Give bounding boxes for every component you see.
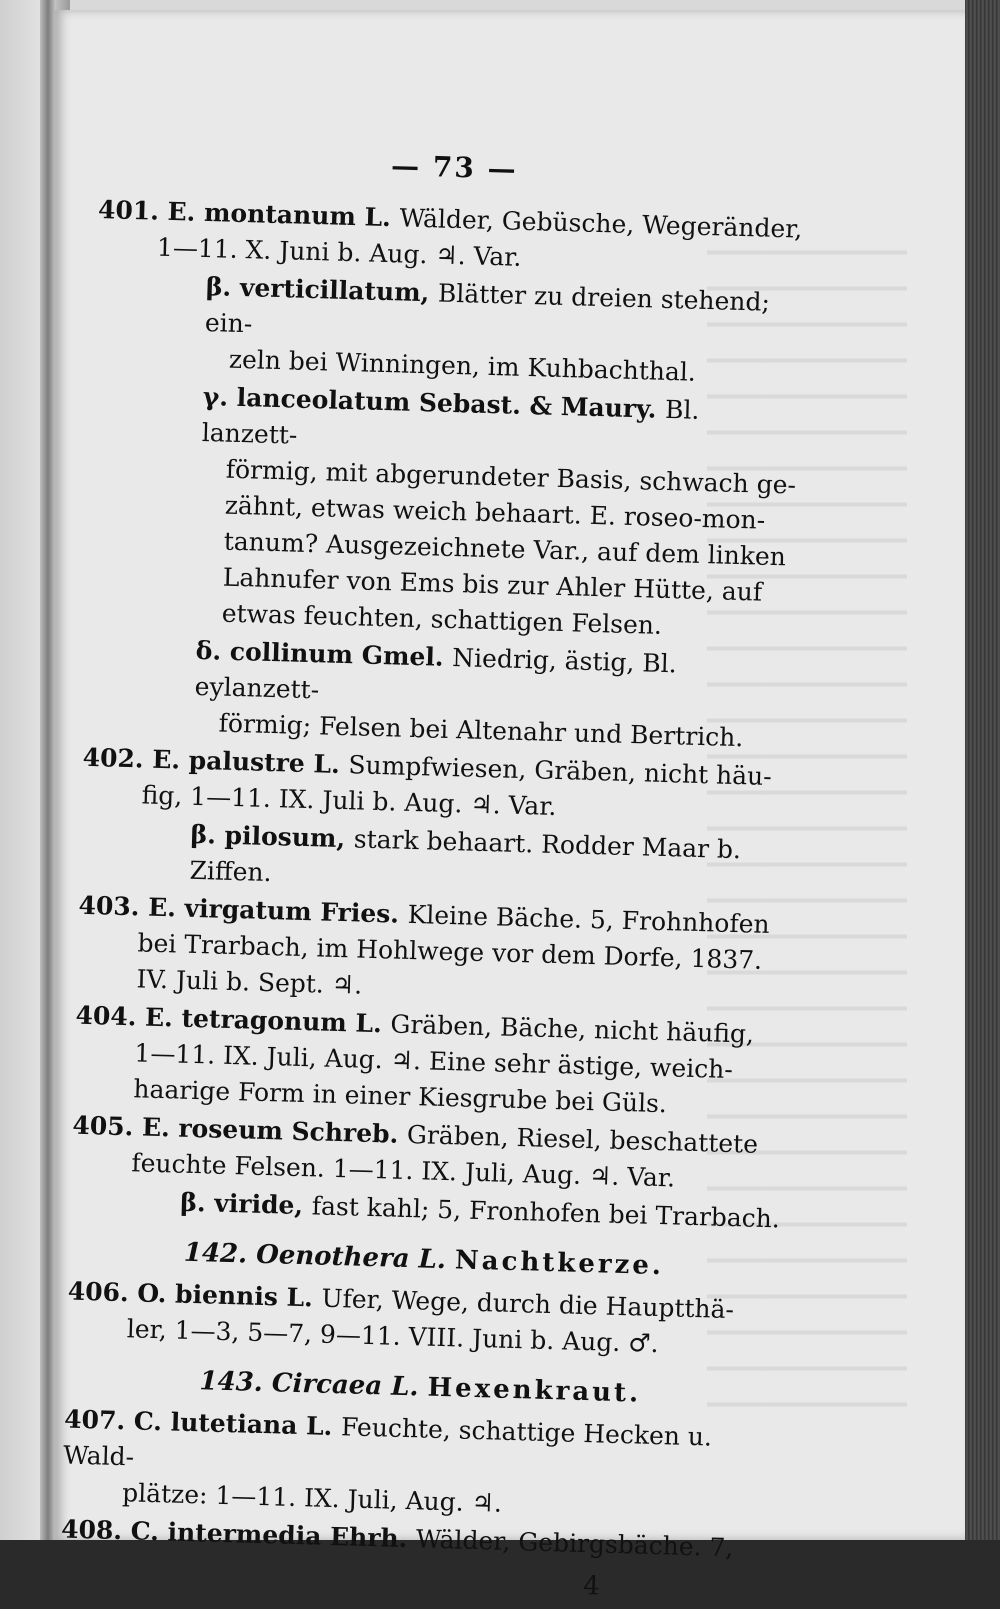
entry-text: haarige Form in einer Kiesgrube bei Güls. — [133, 1074, 668, 1119]
entry-text: förmig; Felsen bei Altenahr und Bertrich. — [218, 708, 744, 753]
species-entry — [73, 998, 786, 1126]
page-text — [60, 140, 810, 1609]
entry-text: fast kahl; 5, Fronhofen bei Trarbach. — [311, 1191, 781, 1234]
taxon-name: C. intermedia Ehrh. — [130, 1516, 417, 1554]
species-entry — [62, 1402, 775, 1530]
entry-text: zähnt, etwas weich behaart. E. roseo-mon- — [224, 490, 766, 535]
entries-list — [61, 192, 809, 1567]
variety-entry — [93, 266, 806, 394]
taxon-name: E. roseum Schreb. — [141, 1112, 408, 1149]
taxon-name: C. lutetiana L. — [133, 1406, 342, 1442]
entry-text: Gräben, Bäche, nicht häufig, — [390, 1009, 755, 1049]
entry-text: feuchte Felsen. 1—11. IX. Juli, Aug. ♃. Var. — [131, 1148, 676, 1193]
entry-text: tanum? Ausgezeichnete Var., auf dem linken — [223, 526, 787, 572]
entry-text: ler, 1—3, 5—7, 9—11. VIII. Juni b. Aug. ♂. — [126, 1314, 659, 1359]
entry-number: 408. — [60, 1514, 132, 1546]
species-entry — [66, 1274, 778, 1366]
entry-text: etwas feuchten, schattigen Felsen. — [221, 598, 663, 640]
entry-number: 403. — [78, 890, 149, 922]
entry-number: 406. — [67, 1276, 138, 1308]
taxon-name: E. palustre L. — [151, 744, 349, 780]
entry-text: Kleine Bäche. 5, Frohnhofen — [407, 899, 770, 939]
genus-name: Circaea L. — [271, 1368, 429, 1403]
variety-entry — [83, 630, 796, 758]
entry-text: 1—11. X. Juni b. Aug. ♃. Var. — [156, 232, 522, 272]
taxon-name: E. tetragonum L. — [144, 1002, 391, 1039]
entry-number: 405. — [72, 1110, 143, 1142]
entry-text: 1—11. IX. Juli, Aug. ♃. Eine sehr ästige, weich- — [134, 1038, 734, 1085]
entry-text: Ufer, Wege, durch die Hauptthä- — [321, 1283, 735, 1325]
signature-mark: 4 — [582, 1571, 601, 1602]
entry-text: fig, 1—11. IX. Juli b. Aug. ♃. Var. — [141, 780, 557, 821]
taxon-name: lanceolatum Sebast. & Maury. — [236, 382, 666, 424]
page-number: — 73 — — [390, 149, 519, 186]
book-gutter — [40, 0, 56, 1540]
genus-number: 143. — [199, 1366, 273, 1399]
entry-text: förmig, mit abgerundeter Basis, schwach ge- — [225, 454, 797, 500]
entry-number: β. — [190, 819, 226, 850]
taxon-name: verticillatum, — [239, 272, 439, 308]
entry-text: Bl. lanzett- — [201, 394, 700, 450]
entry-text: Sumpfwiesen, Gräben, nicht häu- — [348, 750, 773, 791]
taxon-name: O. biennis L. — [137, 1278, 322, 1313]
entry-number: γ. — [202, 381, 238, 412]
entry-number: 401. — [97, 194, 169, 226]
genus-common-name: Nachtkerze. — [454, 1245, 665, 1282]
genus-common-name: Hexenkraut. — [427, 1372, 642, 1409]
entry-text: zeln bei Winningen, im Kuhbachthal. — [228, 344, 697, 387]
taxon-name: pilosum, — [224, 820, 355, 854]
entry-number: β. — [179, 1187, 215, 1218]
taxon-name: collinum Gmel. — [229, 636, 453, 673]
genus-name: Oenothera L. — [255, 1239, 456, 1276]
species-entry — [76, 888, 789, 1016]
taxon-name: E. virgatum Fries. — [147, 892, 409, 929]
entry-number: 404. — [75, 1000, 146, 1032]
entry-number: 402. — [82, 742, 153, 774]
entry-text: Lahnufer von Ems bis zur Ahler Hütte, auf — [222, 562, 763, 607]
entry-text: Wälder, Gebüsche, Wegeränder, — [399, 203, 803, 244]
variety-entry — [86, 376, 803, 648]
entry-text: bei Trarbach, im Hohlwege vor dem Dorfe, 1837. — [137, 928, 763, 975]
genus-number: 142. — [183, 1237, 257, 1270]
taxon-name: viride, — [213, 1188, 313, 1221]
entry-text: Gräben, Riesel, beschattete — [406, 1119, 759, 1159]
entry-number: δ. — [195, 635, 231, 666]
entry-text: Feuchte, schattige Hecken u. Wald- — [62, 1412, 713, 1472]
taxon-name: E. montanum L. — [167, 196, 400, 233]
entry-text: Wälder, Gebirgsbäche. 7, — [415, 1524, 734, 1563]
entry-text: Niedrig, ästig, Bl. eylanzett- — [194, 643, 678, 705]
entry-number: 407. — [63, 1404, 135, 1436]
entry-text: IV. Juli b. Sept. ♃. — [136, 964, 363, 1000]
entry-number: β. — [205, 272, 241, 302]
entry-text: stark behaart. Rodder Maar b. Ziffen. — [189, 824, 742, 888]
entry-text: plätze: 1—11. IX. Juli, Aug. ♃. — [121, 1478, 503, 1518]
page-stack-edge — [965, 0, 1000, 1540]
entry-text: Blätter zu dreien stehend; ein- — [204, 278, 771, 339]
